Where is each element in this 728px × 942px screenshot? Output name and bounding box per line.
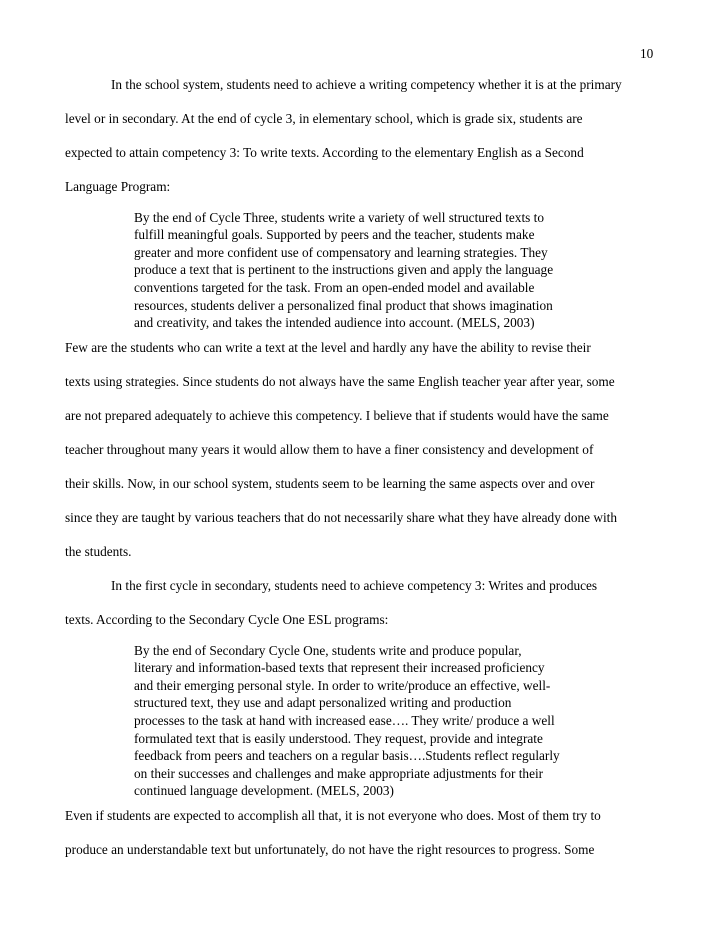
quote2-line: and their emerging personal style. In order to write/produce an effective, well- xyxy=(134,678,551,693)
quote2-line: feedback from peers and teachers on a regular basis….Students reflect regularly xyxy=(134,748,560,763)
quote2-line: By the end of Secondary Cycle One, students write and produce popular, xyxy=(134,643,522,658)
para1-line: level or in secondary. At the end of cycle 3, in elementary school, which is grade six, students are xyxy=(65,111,583,126)
quote2-line: formulated text that is easily understood. They request, provide and integrate xyxy=(134,731,543,746)
para1-line: In the school system, students need to achieve a writing competency whether it is at the primary xyxy=(111,77,622,92)
para1-line: expected to attain competency 3: To write texts. According to the elementary English as a Second xyxy=(65,145,584,160)
quote1-line: conventions targeted for the task. From an open-ended model and available xyxy=(134,280,535,295)
quote1-line: By the end of Cycle Three, students write a variety of well structured texts to xyxy=(134,210,544,225)
para2-line: texts using strategies. Since students do not always have the same English teacher year after year, some xyxy=(65,374,615,389)
quote1-line: produce a text that is pertinent to the instructions given and apply the language xyxy=(134,262,554,277)
quote2-line: structured text, they use and adapt personalized writing and production xyxy=(134,695,512,710)
quote2-line: processes to the task at hand with increased ease…. They write/ produce a well xyxy=(134,713,555,728)
para3-line: texts. According to the Secondary Cycle One ESL programs: xyxy=(65,612,389,627)
quote2-line: literary and information-based texts that represent their increased proficiency xyxy=(134,660,545,675)
para2-line: since they are taught by various teachers that do not necessarily share what they have already done with xyxy=(65,510,617,525)
quote1-line: and creativity, and takes the intended audience into account. (MELS, 2003) xyxy=(134,315,535,330)
para4-line: produce an understandable text but unfortunately, do not have the right resources to progress. Some xyxy=(65,842,595,857)
quote1-line: resources, students deliver a personalized final product that shows imagination xyxy=(134,298,553,313)
para1-line: Language Program: xyxy=(65,179,171,194)
quote1-line: fulfill meaningful goals. Supported by peers and the teacher, students make xyxy=(134,227,535,242)
page-number: 10 xyxy=(640,46,654,61)
para2-line: Few are the students who can write a text at the level and hardly any have the ability to revise their xyxy=(65,340,591,355)
quote2-line: on their successes and challenges and make appropriate adjustments for their xyxy=(134,766,544,781)
para2-line: their skills. Now, in our school system, students seem to be learning the same aspects over and over xyxy=(65,476,595,491)
para2-line: teacher throughout many years it would allow them to have a finer consistency and development of xyxy=(65,442,594,457)
para2-line: the students. xyxy=(65,544,132,559)
quote1-line: greater and more confident use of compensatory and learning strategies. They xyxy=(134,245,548,260)
para3-line: In the first cycle in secondary, students need to achieve competency 3: Writes and produces xyxy=(111,578,598,593)
para4-line: Even if students are expected to accomplish all that, it is not everyone who does. Most of them try to xyxy=(65,808,601,823)
quote2-line: continued language development. (MELS, 2003) xyxy=(134,783,394,798)
para2-line: are not prepared adequately to achieve this competency. I believe that if students would have the same xyxy=(65,408,609,423)
